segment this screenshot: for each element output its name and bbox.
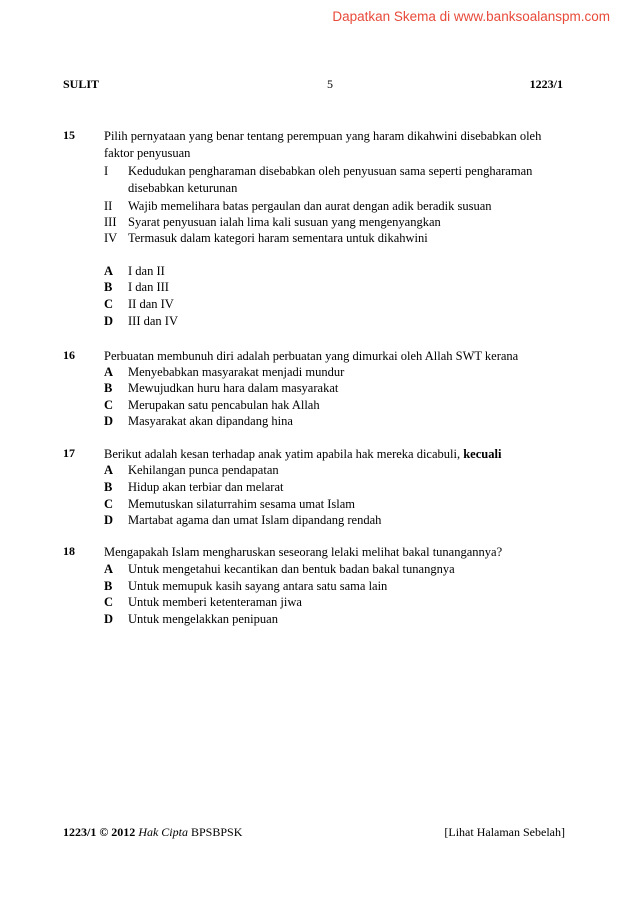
statement-i-continued: disebabkan keturunan bbox=[128, 181, 238, 195]
footer-hak-cipta: Hak Cipta bbox=[138, 825, 188, 839]
option-letter: B bbox=[104, 480, 113, 494]
option-letter: B bbox=[104, 381, 113, 395]
statement-text: Syarat penyusuan ialah lima kali susuan yang mengenyangkan bbox=[128, 215, 441, 229]
option-letter: B bbox=[104, 579, 113, 593]
option-letter: A bbox=[104, 562, 114, 576]
website-banner[interactable]: Dapatkan Skema di www.banksoalanspm.com bbox=[332, 9, 610, 24]
option-text: Menyebabkan masyarakat menjadi mundur bbox=[128, 365, 345, 379]
option-letter: C bbox=[104, 595, 114, 609]
question-text: Mengapakah Islam mengharuskan seseorang lelaki melihat bakal tunangannya? bbox=[104, 545, 503, 559]
option-letter: C bbox=[104, 297, 114, 311]
option-text: Untuk memberi ketenteraman jiwa bbox=[128, 595, 302, 609]
option-text: Merupakan satu pencabulan hak Allah bbox=[128, 398, 320, 412]
option-letter: D bbox=[104, 314, 114, 328]
statement-label: II bbox=[104, 199, 113, 213]
option-text: I dan III bbox=[128, 280, 169, 294]
statement-text: Wajib memelihara batas pergaulan dan aurat dengan adik beradik susuan bbox=[128, 199, 492, 213]
option-letter: C bbox=[104, 398, 114, 412]
question-text: Perbuatan membunuh diri adalah perbuatan yang dimurkai oleh Allah SWT kerana bbox=[104, 349, 519, 363]
question-text: Pilih pernyataan yang benar tentang perempuan yang haram dikahwini disebabkan oleh bbox=[104, 129, 542, 143]
option-text: Untuk mengetahui kecantikan dan bentuk badan bakal tunangnya bbox=[128, 562, 455, 576]
footer-next-page: [Lihat Halaman Sebelah] bbox=[444, 825, 565, 839]
statement-text: Termasuk dalam kategori haram sementara untuk dikahwini bbox=[128, 231, 428, 245]
option-text: Kehilangan punca pendapatan bbox=[128, 463, 279, 477]
option-letter: D bbox=[104, 612, 114, 626]
statement-label: III bbox=[104, 215, 117, 229]
option-letter: A bbox=[104, 264, 114, 278]
page-header bbox=[63, 77, 563, 93]
page-number: 5 bbox=[327, 77, 333, 91]
statement-label: IV bbox=[104, 231, 118, 245]
option-text: Mewujudkan huru hara dalam masyarakat bbox=[128, 381, 339, 395]
option-text: Masyarakat akan dipandang hina bbox=[128, 414, 293, 428]
header-sulit: SULIT bbox=[63, 77, 100, 91]
footer-code: 1223/1 bbox=[63, 825, 97, 839]
question-text-main: Berikut adalah kesan terhadap anak yatim apabila hak mereka dicabuli, bbox=[104, 447, 464, 461]
question-text-continued: faktor penyusuan bbox=[104, 146, 191, 160]
option-letter: A bbox=[104, 365, 114, 379]
option-text: I dan II bbox=[128, 264, 165, 278]
option-text: Untuk mengelakkan penipuan bbox=[128, 612, 278, 626]
statement-label: I bbox=[104, 164, 109, 178]
paper-code: 1223/1 bbox=[529, 77, 563, 91]
option-letter: D bbox=[104, 414, 114, 428]
footer-year: © 2012 bbox=[96, 825, 139, 839]
question-number: 16 bbox=[63, 348, 75, 362]
option-letter: B bbox=[104, 280, 113, 294]
option-text: III dan IV bbox=[128, 314, 178, 328]
option-text: Memutuskan silaturrahim sesama umat Islam bbox=[128, 497, 356, 511]
option-letter: D bbox=[104, 513, 114, 527]
option-letter: A bbox=[104, 463, 114, 477]
question-number: 17 bbox=[63, 446, 75, 460]
footer-copyright bbox=[63, 825, 242, 840]
kecuali-emphasis: kecuali bbox=[463, 447, 502, 461]
option-text: Martabat agama dan umat Islam dipandang rendah bbox=[128, 513, 382, 527]
statement-text: Kedudukan pengharaman disebabkan oleh penyusuan sama seperti pengharaman bbox=[128, 164, 533, 178]
footer-org: BPSBPSK bbox=[187, 825, 243, 839]
option-letter: C bbox=[104, 497, 114, 511]
question-text bbox=[104, 446, 574, 462]
option-text: Untuk memupuk kasih sayang antara satu sama lain bbox=[128, 579, 388, 593]
question-number: 18 bbox=[63, 544, 75, 558]
option-text: II dan IV bbox=[128, 297, 174, 311]
option-text: Hidup akan terbiar dan melarat bbox=[128, 480, 284, 494]
question-number: 15 bbox=[63, 128, 75, 142]
